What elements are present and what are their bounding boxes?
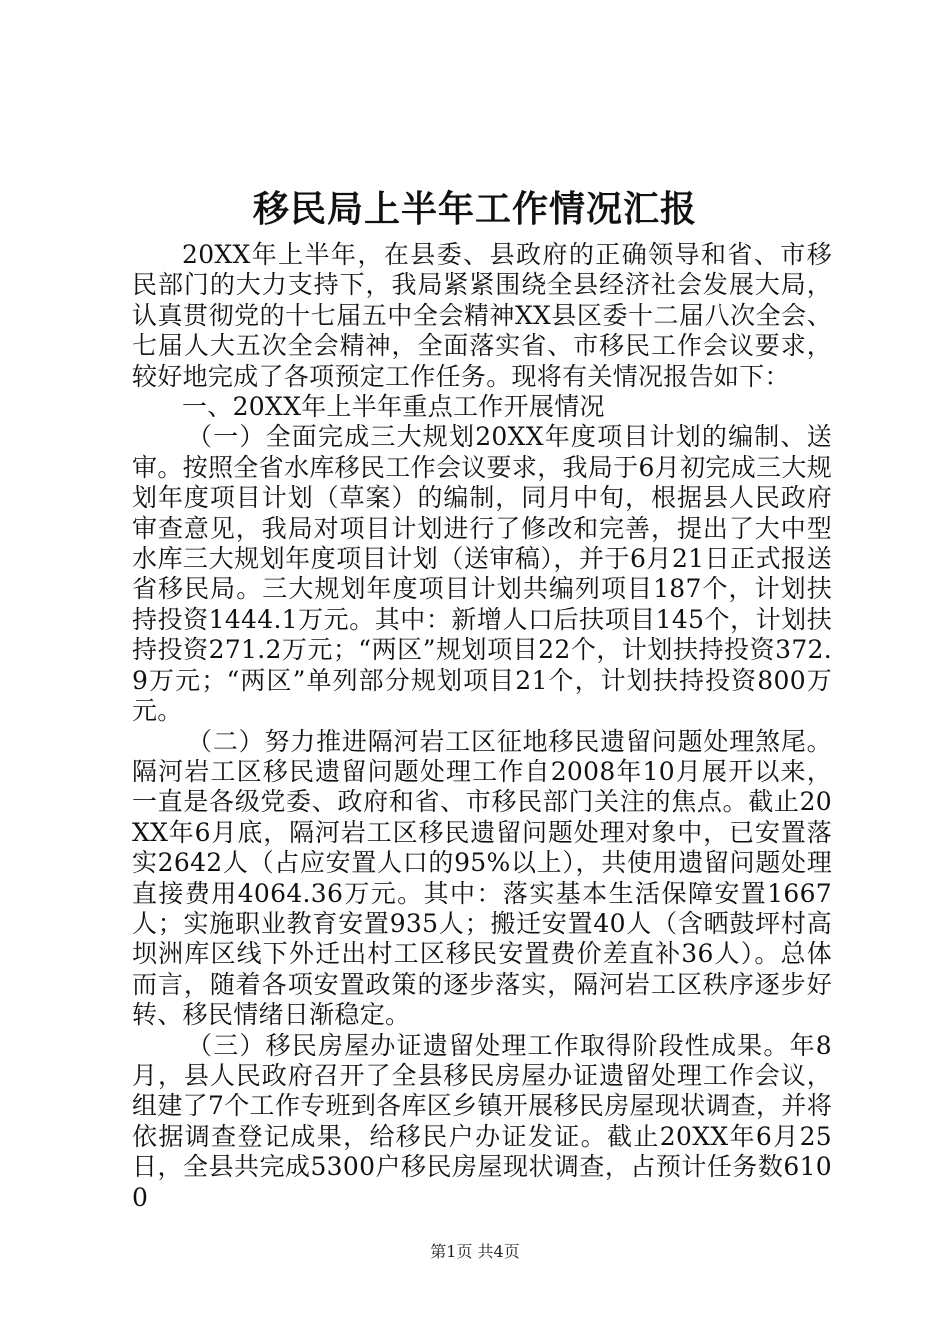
intro-paragraph: 20XX年上半年，在县委、县政府的正确领导和省、市移民部门的大力支持下，我局紧紧围绕全县经济社会发展大局，认真贯彻党的十七届五中全会精神XX县区委十二届八次全会、七届人大五次全会精神，全面落实省、市移民工作会议要求，较好地完成了各项预定工作任务。现将有关情况报告如下： (132, 240, 832, 391)
section-heading: 一、20XX年上半年重点工作开展情况 (182, 392, 605, 422)
subsection-paragraph-3: （三）移民房屋办证遗留处理工作取得阶段性成果。年8月，县人民政府召开了全县移民房屋办证遗留处理工作会议，组建了7个工作专班到各库区乡镇开展移民房屋现状调查，并将依据调查登记成果，给移民户办证发证。截止20XX年6月25日，全县共完成5300户移民房屋现状调查，占预计任务数6100 (132, 1030, 832, 1212)
document-body (132, 240, 832, 1213)
page-footer: 第1页 共4页 (430, 1242, 520, 1261)
document-title: 移民局上半年工作情况汇报 (252, 188, 697, 230)
subsection-paragraph-1: （一）全面完成三大规划20XX年度项目计划的编制、送审。按照全省水库移民工作会议要求，我局于6月初完成三大规划年度项目计划（草案）的编制，同月中旬，根据县人民政府审查意见，我局对项目计划进行了修改和完善，提出了大中型水库三大规划年度项目计划（送审稿），并于6月21日正式报送省移民局。三大规划年度项目计划共编列项目187个，计划扶持投资1444.1万元。其中：新增人口后扶项目145个，计划扶持投资271.2万元；“两区”规划项目22个，计划扶持投资372.9万元；“两区”单列部分规划项目21个，计划扶持投资800万元。 (132, 422, 832, 726)
subsection-paragraph-2: （二）努力推进隔河岩工区征地移民遗留问题处理煞尾。隔河岩工区移民遗留问题处理工作自2008年10月展开以来，一直是各级党委、政府和省、市移民部门关注的焦点。截止20XX年6月底，隔河岩工区移民遗留问题处理对象中，已安置落实2642人（占应安置人口的95%以上），共使用遗留问题处理直接费用4064.36万元。其中：落实基本生活保障安置1667人；实施职业教育安置935人；搬迁安置40人（含晒鼓坪村高坝洲库区线下外迁出村工区移民安置费价差直补36人）。总体而言，随着各项安置政策的逐步落实，隔河岩工区秩序逐步好转、移民情绪日渐稳定。 (132, 726, 832, 1030)
